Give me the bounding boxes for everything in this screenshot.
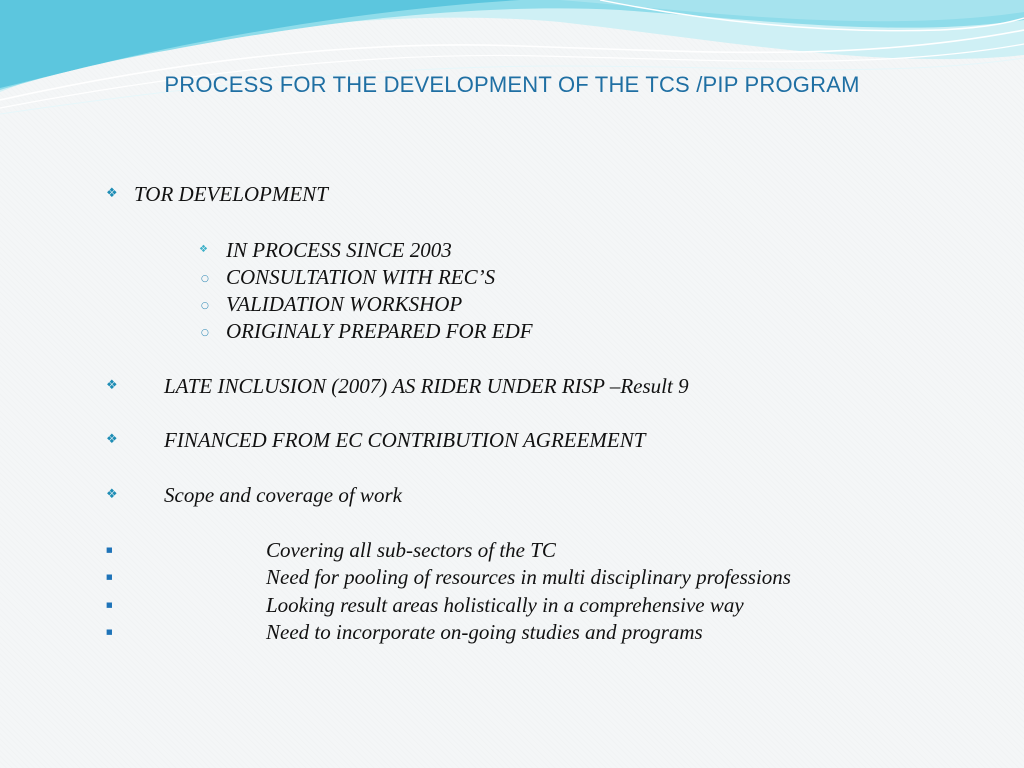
list-item-text: ORIGINALY PREPARED FOR EDF xyxy=(226,319,533,343)
list-item-financed xyxy=(0,427,1024,453)
list-item-scope xyxy=(0,482,1024,508)
page-title: PROCESS FOR THE DEVELOPMENT OF THE TCS /PIP PROGRAM xyxy=(164,72,860,97)
list-item-validation xyxy=(0,291,1024,317)
list-item-text: VALIDATION WORKSHOP xyxy=(226,292,463,316)
list-item-text: Scope and coverage of work xyxy=(164,483,402,507)
square-bullet-icon: ■ xyxy=(106,628,113,636)
list-item-text: TOR DEVELOPMENT xyxy=(134,182,328,206)
diamond-bullet-icon: ❖ xyxy=(106,378,118,393)
list-item-originaly xyxy=(0,318,1024,344)
diamond-bullet-icon: ❖ xyxy=(106,186,118,201)
square-bullet-icon: ■ xyxy=(106,601,113,609)
header-wave-decoration xyxy=(0,0,1024,130)
list-item-text: FINANCED FROM EC CONTRIBUTION AGREEMENT xyxy=(164,428,646,452)
list-item-text: Need for pooling of resources in multi disciplinary professions xyxy=(266,565,791,589)
list-item-text: LATE INCLUSION (2007) AS RIDER UNDER RISP –Result 9 xyxy=(164,374,689,398)
list-item-text: Need to incorporate on-going studies and programs xyxy=(266,620,703,644)
ring-bullet-icon: ○ xyxy=(201,274,209,284)
list-item-late-inclusion xyxy=(0,373,1024,399)
list-item-looking xyxy=(0,592,1024,618)
list-item-text: CONSULTATION WITH REC’S xyxy=(226,265,496,289)
list-item-text: Looking result areas holistically in a comprehensive way xyxy=(266,593,744,617)
square-bullet-icon: ■ xyxy=(106,546,113,554)
square-bullet-icon: ■ xyxy=(106,573,113,581)
list-item-incorporate xyxy=(0,619,1024,645)
list-item-tor xyxy=(0,181,1024,207)
list-item-text: IN PROCESS SINCE 2003 xyxy=(226,238,452,262)
diamond-bullet-icon: ❖ xyxy=(199,244,208,255)
list-item-covering xyxy=(0,537,1024,563)
ring-bullet-icon: ○ xyxy=(201,328,209,338)
list-item-in-process xyxy=(0,237,1024,263)
diamond-bullet-icon: ❖ xyxy=(106,487,118,502)
list-item-consultation xyxy=(0,264,1024,290)
list-item-pooling xyxy=(0,564,1024,590)
ring-bullet-icon: ○ xyxy=(201,301,209,311)
diamond-bullet-icon: ❖ xyxy=(106,432,118,447)
list-item-text: Covering all sub-sectors of the TC xyxy=(266,538,556,562)
